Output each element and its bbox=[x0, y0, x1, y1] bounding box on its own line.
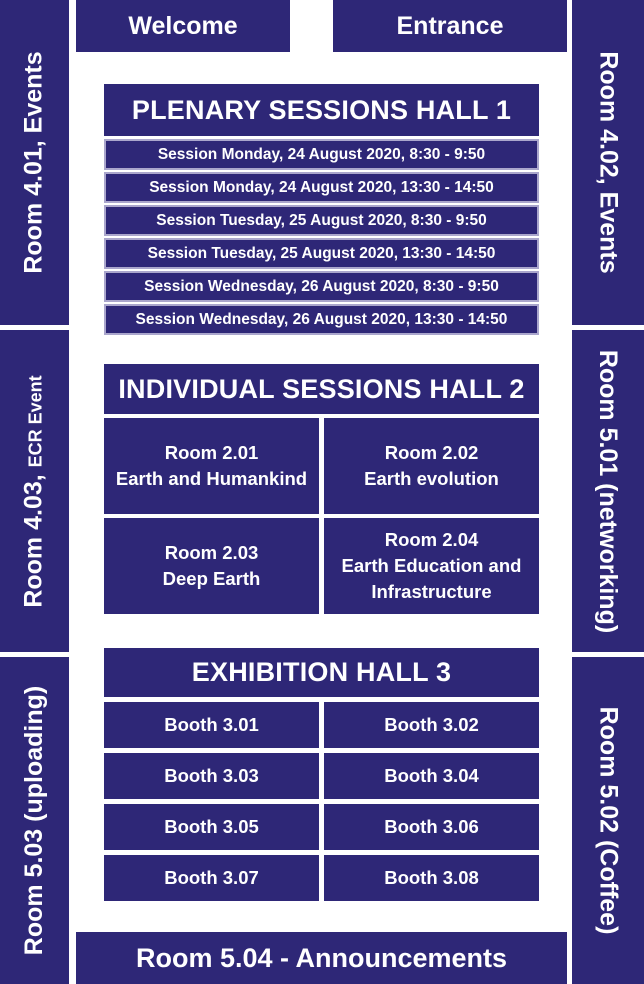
exhibition-hall-title[interactable] bbox=[104, 648, 539, 697]
room-2-04-number: Room 2.04 bbox=[384, 529, 479, 550]
room-5-01-label: Room 5.01 (networking) bbox=[594, 349, 623, 633]
exhibition-hall-label: EXHIBITION HALL 3 bbox=[191, 657, 452, 687]
room-5-01-button[interactable] bbox=[572, 330, 644, 652]
room-2-03-number: Room 2.03 bbox=[164, 542, 259, 563]
session-label: Session Wednesday, 26 August 2020, 8:30 - 9:50 bbox=[144, 277, 499, 295]
welcome-button[interactable] bbox=[76, 0, 290, 52]
booth-label: Booth 3.07 bbox=[164, 867, 259, 888]
session-button[interactable] bbox=[104, 304, 539, 335]
booth-3-04-button[interactable] bbox=[324, 753, 539, 799]
room-5-03-label: Room 5.03 (uploading) bbox=[20, 685, 49, 956]
room-2-01-number: Room 2.01 bbox=[164, 442, 259, 463]
room-2-02-button[interactable] bbox=[324, 418, 539, 514]
booth-3-01-button[interactable] bbox=[104, 702, 319, 748]
plenary-hall-label: PLENARY SESSIONS HALL 1 bbox=[131, 94, 512, 125]
session-label: Session Tuesday, 25 August 2020, 13:30 - 14:50 bbox=[147, 244, 496, 262]
booth-3-06-button[interactable] bbox=[324, 804, 539, 850]
room-2-02-number: Room 2.02 bbox=[384, 442, 479, 463]
booth-3-05-button[interactable] bbox=[104, 804, 319, 850]
room-5-03-button[interactable] bbox=[0, 657, 69, 984]
booth-3-07-button[interactable] bbox=[104, 855, 319, 901]
individual-hall-title[interactable] bbox=[104, 364, 539, 414]
booth-label: Booth 3.01 bbox=[164, 714, 259, 735]
room-4-02-button[interactable] bbox=[572, 0, 644, 325]
room-4-01-button[interactable] bbox=[0, 0, 69, 325]
room-2-01-button[interactable] bbox=[104, 418, 319, 514]
welcome-label: Welcome bbox=[128, 11, 238, 40]
booth-label: Booth 3.03 bbox=[164, 765, 259, 786]
individual-hall-label: INDIVIDUAL SESSIONS HALL 2 bbox=[118, 373, 525, 404]
room-2-04-button[interactable] bbox=[324, 518, 539, 614]
room-4-03-label bbox=[20, 375, 49, 607]
room-2-04-topic-line2: Infrastructure bbox=[371, 581, 492, 602]
session-button[interactable] bbox=[104, 271, 539, 302]
room-2-01-topic: Earth and Humankind bbox=[115, 468, 308, 489]
room-4-01-label: Room 4.01, Events bbox=[20, 51, 48, 274]
booth-label: Booth 3.05 bbox=[164, 816, 259, 837]
entrance-label: Entrance bbox=[396, 11, 504, 40]
room-5-02-label: Room 5.02 (Coffee) bbox=[594, 706, 623, 935]
booth-label: Booth 3.06 bbox=[384, 816, 479, 837]
booth-3-02-button[interactable] bbox=[324, 702, 539, 748]
room-2-04-topic: Earth Education and bbox=[341, 555, 522, 576]
room-2-02-topic: Earth evolution bbox=[364, 468, 499, 489]
entrance-button[interactable] bbox=[333, 0, 567, 52]
booth-label: Booth 3.08 bbox=[384, 867, 479, 888]
booth-label: Booth 3.04 bbox=[384, 765, 479, 786]
room-4-03-subtitle: ECR Event bbox=[26, 374, 47, 467]
announcements-label: Room 5.04 - Announcements bbox=[135, 942, 508, 973]
session-label: Session Monday, 24 August 2020, 8:30 - 9:50 bbox=[157, 145, 486, 163]
session-label: Session Wednesday, 26 August 2020, 13:30 - 14:50 bbox=[135, 310, 508, 328]
announcements-button[interactable] bbox=[76, 932, 567, 984]
session-button[interactable] bbox=[104, 238, 539, 269]
booth-3-03-button[interactable] bbox=[104, 753, 319, 799]
session-label: Session Tuesday, 25 August 2020, 8:30 - 9:50 bbox=[156, 211, 487, 229]
booth-label: Booth 3.02 bbox=[384, 714, 479, 735]
room-4-02-label: Room 4.02, Events bbox=[594, 51, 623, 274]
booth-3-08-button[interactable] bbox=[324, 855, 539, 901]
session-button[interactable] bbox=[104, 139, 539, 170]
room-2-03-button[interactable] bbox=[104, 518, 319, 614]
session-label: Session Monday, 24 August 2020, 13:30 - 14:50 bbox=[149, 178, 494, 196]
room-2-03-topic: Deep Earth bbox=[162, 568, 261, 589]
room-4-03-button[interactable] bbox=[0, 330, 69, 652]
plenary-hall-title[interactable] bbox=[104, 84, 539, 136]
session-button[interactable] bbox=[104, 172, 539, 203]
session-button[interactable] bbox=[104, 205, 539, 236]
room-5-02-button[interactable] bbox=[572, 657, 644, 984]
room-4-03-number: Room 4.03, bbox=[20, 466, 49, 608]
